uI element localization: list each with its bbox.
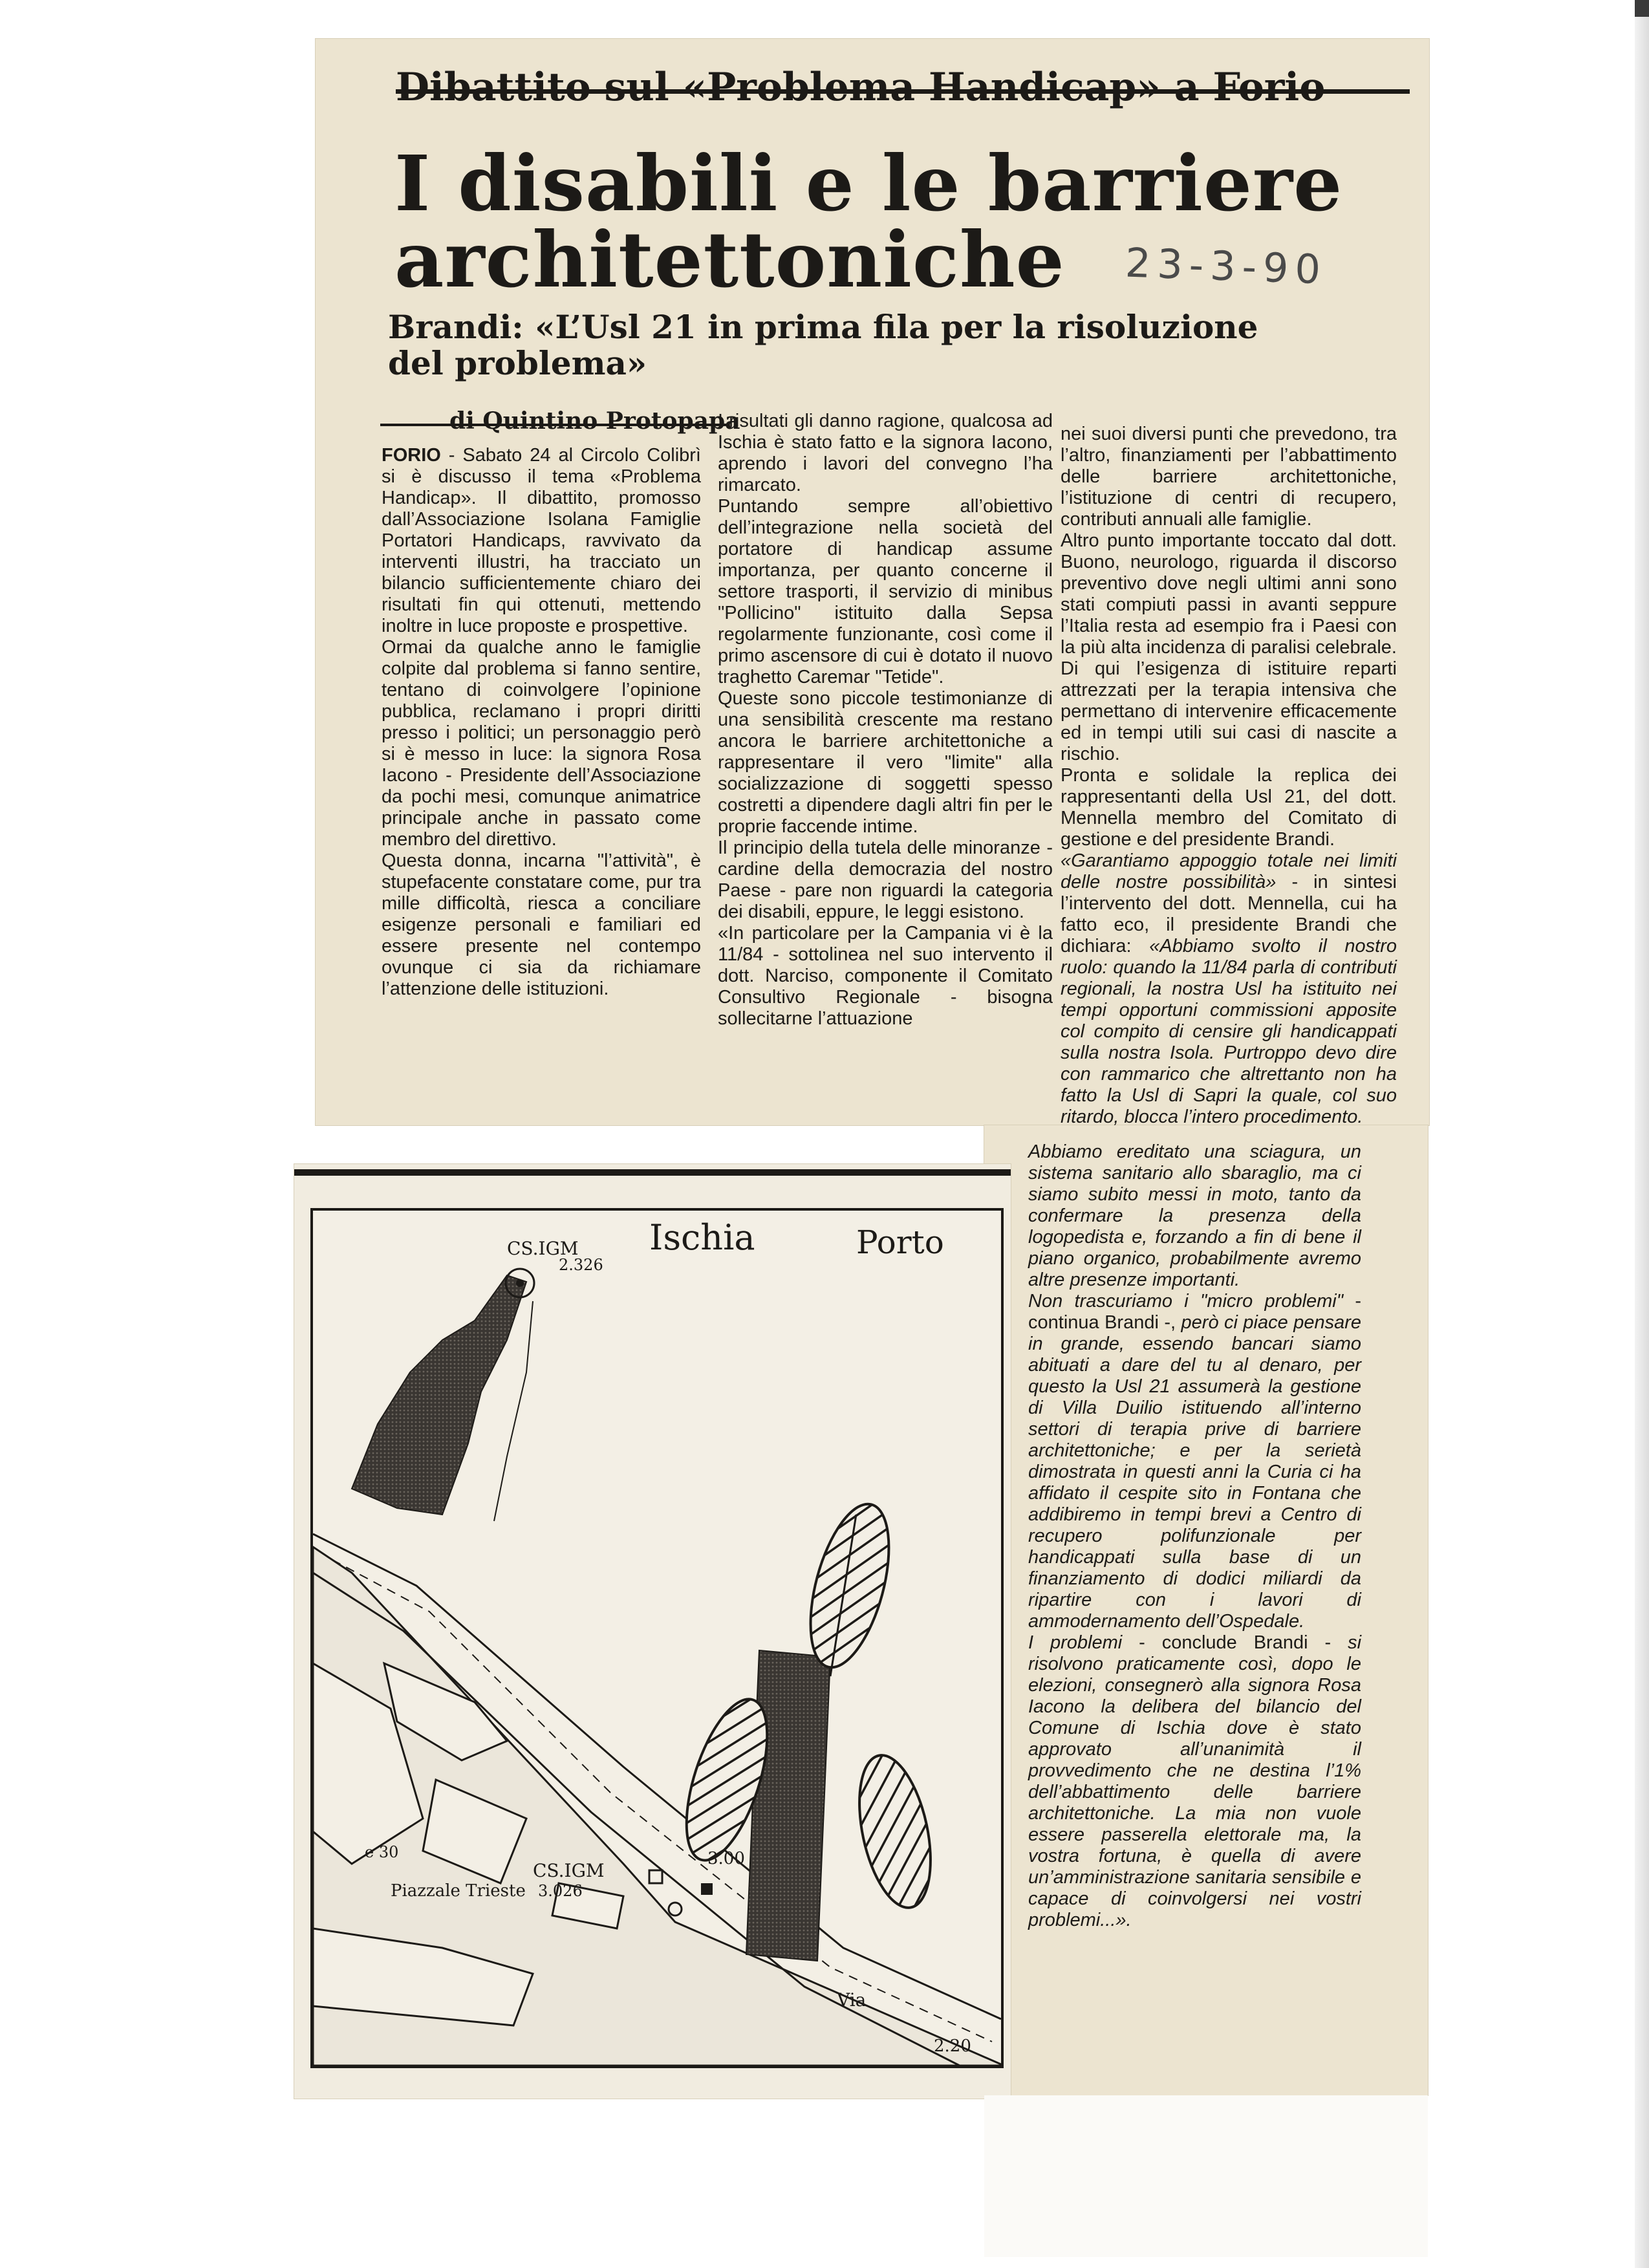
map-label-elevation-2: 2.20 bbox=[934, 2036, 971, 2056]
map-label-elevation-3: e 30 bbox=[365, 1843, 399, 1861]
scanner-mark bbox=[1635, 0, 1649, 17]
pontoon-dark bbox=[746, 1650, 830, 1961]
column-3-paragraph-4: «Garantiamo appoggio totale nei limiti delle nostre possibilità» - in sintesi l’intervento del dott. Mennella, cui ha fatto eco, il presidente Brandi che dichiara: «Abbiamo svolto il nostro ruolo: quando la 11/84 parla di contributi regionali, la nostra Usl ha istituito nei tempi opportuni commissioni apposite col compito di censire gli handicappati sulla nostra Isola. Purtroppo devo dire con rammarico che altrettanto non ha fatto la Usl di Sapri la quale, col suo ritardo, blocca l’intero procedimento. bbox=[1061, 850, 1397, 1127]
column-3-paragraph-2: Altro punto importante toccato dal dott. Buono, neurologo, riguarda il discorso preventivo dove negli ultimi anni sono stati compiuti passi in avanti seppure l’Italia resta ad esempio fra i Paesi con la più alta incidenza di paralisi celebrale. Di qui l’esigenza di istituire reparti attrezzati per la terapia intensiva che permettano di intervenire efficacemente ed in tempi utili sui casi di nascite a rischio. bbox=[1061, 530, 1397, 764]
column-4-paragraph-1: Abbiamo ereditato una sciagura, un sistema sanitario allo sbaraglio, ma ci siamo subito messi in moto, tanto da confermare la presenza della logopedista e, forzando a fin di bene il piano organico, probabilmente avremo altre presenze importanti. bbox=[1028, 1141, 1361, 1290]
quay-marker bbox=[701, 1883, 713, 1895]
map-top-rule bbox=[294, 1169, 1011, 1176]
column-2-paragraph-3: Queste sono piccole testimonianze di una sensibilità crescente ma restano ancora le barriere architettoniche a rappresentare il vero "limite" alla socializzazione di soggetti spesso costretti a dipendere dagli altri fin per le proprie faccende intime. bbox=[718, 688, 1053, 837]
port-map bbox=[310, 1208, 1004, 2068]
map-label-elevation-1: 3.00 bbox=[707, 1849, 745, 1868]
map-label-piazzale: Piazzale Trieste bbox=[391, 1881, 526, 1901]
column-2-paragraph-2: Puntando sempre all’obiettivo dell’integrazione nella società del portatore di handicap assume importanza, per quanto concerne il settore trasporti, il servizio di minibus "Pollicino" istituito dalla Sepsa regolarmente funzionante, così come il primo ascensore di cui è dotato il nuovo traghetto Caremar "Tetide". bbox=[718, 496, 1053, 687]
column-3-paragraph-3: Pronta e solidale la replica dei rappresentanti della Usl 21, del dott. Mennella membro del Comitato di gestione e del presidente Brandi. bbox=[1061, 765, 1397, 850]
faint-bleedthrough-area bbox=[984, 2095, 1428, 2257]
map-label-cs-bottom-value: 3.026 bbox=[538, 1882, 583, 1900]
column-1-paragraph-2: Ormai da qualche anno le famiglie colpite dal problema si fanno sentire, tentano di coinvolgere l’opinione pubblica, reclamano i propri diritti presso i politici; un personaggio però si è messo in luce: la signora Rosa Iacono - Presidente dell’Associazione da pochi mesi, comunque animatrice principale anche in passato come membro del direttivo. bbox=[382, 637, 701, 850]
column-2-paragraph-4: Il principio della tutela delle minoranze - cardine della democrazia del nostro Paese - pare non riguardi la categoria dei disabili, eppure, le leggi esistono. bbox=[718, 837, 1053, 922]
subhead-line-2: del problema» bbox=[388, 344, 647, 382]
headline-line-2: architettoniche bbox=[394, 215, 1065, 305]
headline-line-1: I disabili e le barriere bbox=[394, 138, 1343, 228]
dateline: FORIO bbox=[382, 445, 441, 466]
article-column-2 bbox=[718, 411, 1053, 1030]
boat-hatched bbox=[795, 1496, 904, 1676]
column-3-paragraph-1: nei suoi diversi punti che prevedono, tra l’altro, finanziamenti per l’abbattimento delle barriere architettoniche, l’istituzione di centri di recupero, contributi annuali alle famiglie. bbox=[1061, 424, 1397, 530]
handwritten-date: 23-3-90 bbox=[1124, 239, 1328, 294]
subhead-line-1: Brandi: «L’Usl 21 in prima fila per la risoluzione bbox=[388, 308, 1258, 346]
column-4-paragraph-2: Non trascuriamo i "micro problemi" - continua Brandi -, però ci piace pensare in grande, essendo bancari siamo abituati a dare del tu al denaro, per questo la Usl 21 assumerà la gestione di Villa Duilio istituendo all’interno settori di terapia prive di barriere architettoniche; e per la serietà dimostrata in questi anni la Curia ci ha affidato il cespite sito in Fontana che addibiremo in tempi brevi a Centro di recupero polifunzionale per handicappati sulla base di un finanziamento di dodici miliardi da ripartire con i lavori di ammodernamento dell’Ospedale. bbox=[1028, 1291, 1362, 1632]
quay-marker bbox=[669, 1903, 682, 1916]
map-label-cs-top: CS.IGM bbox=[507, 1238, 579, 1259]
article-byline: di Quintino Protopapa bbox=[449, 407, 740, 435]
boat-hatched bbox=[847, 1749, 943, 1914]
article-kicker: Dibattito sul «Problema Handicap» a Forio bbox=[396, 65, 1326, 110]
map-label-ischia: Ischia bbox=[649, 1217, 755, 1258]
article-column-1 bbox=[382, 445, 701, 1000]
map-label-cs-top-value: 2.326 bbox=[559, 1256, 603, 1274]
port-map-drawing bbox=[313, 1211, 1001, 2066]
map-label-via: Via bbox=[837, 1989, 867, 2011]
survey-point-dot bbox=[516, 1279, 524, 1287]
column-4-paragraph-3: I problemi - conclude Brandi - si risolvono praticamente così, dopo le elezioni, consegnerò alla signora Rosa Iacono la delibera del bilancio del Comune di Ischia dove è stato approvato all’unanimità il provvedimento che ne destina l’1% dell’abbattimento delle barriere architettoniche. La mia non vuole essere passerella elettorale ma, la vostra fortuna, è quella di avere un’amministrazione sanitaria sensibile e capace di coinvolgersi nei vostri problemi...». bbox=[1028, 1632, 1362, 1930]
article-column-4 bbox=[1028, 1141, 1361, 1931]
map-label-cs-bottom: CS.IGM bbox=[533, 1860, 605, 1881]
map-label-porto: Porto bbox=[856, 1224, 944, 1261]
quay-marker bbox=[649, 1870, 662, 1883]
scanner-edge bbox=[1635, 0, 1649, 2268]
column-1-paragraph-1: FORIO - Sabato 24 al Circolo Colibrì si è discusso il tema «Problema Handicap». Il dibattito, promosso dall’Associazione Isolana Famiglie Portatori Handicaps, ravvivato da interventi illustri, ha tracciato un bilancio sufficientemente chiaro dei risultati fin qui ottenuti, mettendo inoltre in luce proposte e prospettive. bbox=[382, 445, 701, 636]
column-2-paragraph-5: «In particolare per la Campania vi è la 11/84 - sottolinea nel suo intervento il dott. Narciso, componente il Comitato Consultivo Regionale - bisogna sollecitarne l’attuazione bbox=[718, 923, 1053, 1029]
column-2-paragraph-1: I risultati gli danno ragione, qualcosa ad Ischia è stato fatto e la signora Iacono, aprendo i lavori del convegno l’ha rimarcato. bbox=[718, 411, 1053, 495]
column-1-paragraph-3: Questa donna, incarna "l’attività", è stupefacente constatare come, pur tra mille difficoltà, riesca a conciliare esigenze personali e familiari ed essere presente nel contempo ovunque ci sia da richiamare l’attenzione delle istituzioni. bbox=[382, 850, 701, 999]
article-column-3 bbox=[1061, 424, 1397, 1128]
article-subhead bbox=[388, 309, 1258, 382]
pier-dark-block bbox=[352, 1275, 526, 1515]
